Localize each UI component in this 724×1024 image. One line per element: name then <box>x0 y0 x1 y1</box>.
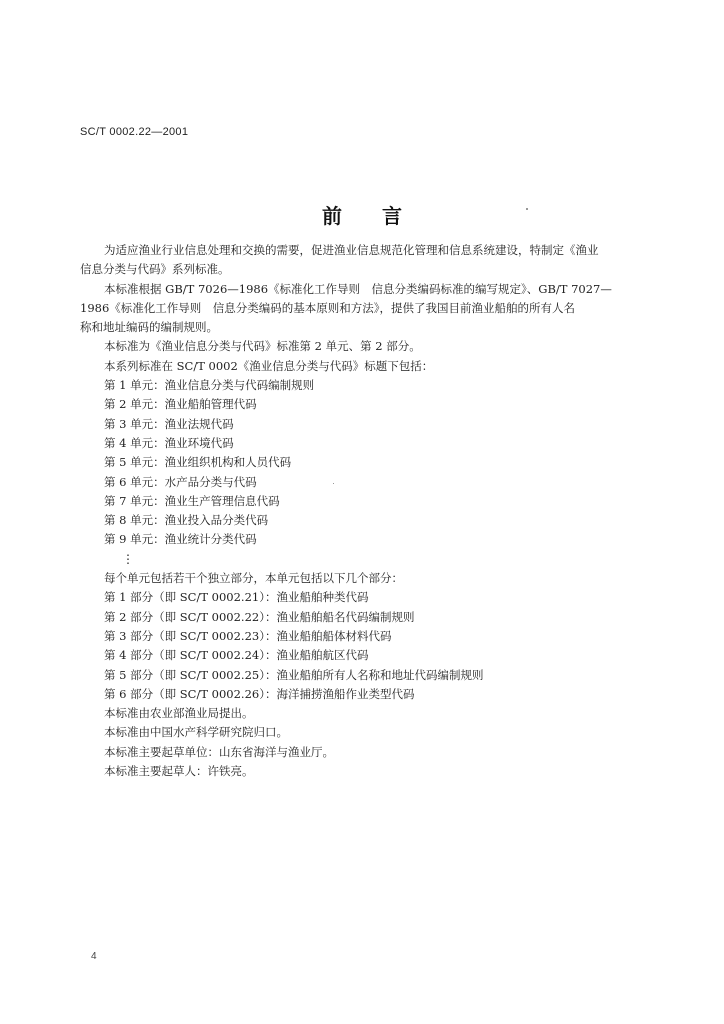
list-item: 第 4 单元：渔业环境代码 <box>104 435 234 450</box>
list-item: 第 3 部分（即 SC/T 0002.23）：渔业船舶船体材料代码 <box>104 628 392 643</box>
list-item: 第 3 单元：渔业法规代码 <box>104 416 234 431</box>
paragraph-line: 1986《标准化工作导则 信息分类编码的基本原则和方法》，提供了我国目前渔业船舶的所有人名 <box>80 300 576 315</box>
list-item: 第 2 部分（即 SC/T 0002.22）：渔业船舶船名代码编制规则 <box>104 609 415 624</box>
paragraph-line: 为适应渔业行业信息处理和交换的需要，促进渔业信息规范化管理和信息系统建设，特制定《渔业 <box>104 243 599 257</box>
paragraph-line: 本系列标准在 SC/T 0002《渔业信息分类与代码》标题下包括： <box>104 358 434 373</box>
list-item: 第 4 部分（即 SC/T 0002.24）：渔业船舶航区代码 <box>104 648 369 663</box>
list-item: 第 1 部分（即 SC/T 0002.21）：渔业船舶种类代码 <box>104 590 369 605</box>
paragraph-line: 本标准主要起草单位：山东省海洋与渔业厅。 <box>104 744 334 759</box>
paragraph-line: 本标准为《渔业信息分类与代码》标准第 2 单元、第 2 部分。 <box>104 339 421 354</box>
paragraph-line: 每个单元包括若干个独立部分，本单元包括以下几个部分： <box>104 571 403 586</box>
list-item: 第 5 单元：渔业组织机构和人员代码 <box>104 455 292 470</box>
list-item: 第 6 单元：水产品分类与代码 <box>104 474 257 489</box>
paragraph-line: 称和地址编码的编制规则。 <box>80 320 218 335</box>
list-item: 第 1 单元：渔业信息分类与代码编制规则 <box>104 378 315 393</box>
standard-code-header: SC/T 0002.22—2001 <box>80 126 189 138</box>
list-item: 第 5 部分（即 SC/T 0002.25）：渔业船舶所有人名称和地址代码编制规则 <box>104 667 484 682</box>
document-body <box>80 241 670 781</box>
page-number: 4 <box>91 951 97 962</box>
list-item: 第 9 单元：渔业统计分类代码 <box>104 532 257 547</box>
paragraph-line: 本标准根据 GB/T 7026—1986《标准化工作导则 信息分类编码标准的编写规定》、GB/T 7027— <box>104 281 612 296</box>
list-item: 第 2 单元：渔业船舶管理代码 <box>104 397 257 412</box>
page-title: 前言 <box>322 204 442 228</box>
paragraph-line: 本标准由中国水产科学研究院归口。 <box>104 725 288 740</box>
paragraph-line: 本标准由农业部渔业局提出。 <box>104 706 254 721</box>
list-item: 第 6 部分（即 SC/T 0002.26）：海洋捕捞渔船作业类型代码 <box>104 686 415 701</box>
vertical-ellipsis: ⋮ <box>122 551 134 566</box>
scan-speck <box>526 208 528 210</box>
paragraph-line: 信息分类与代码》系列标准。 <box>80 262 230 277</box>
list-item: 第 8 单元：渔业投入品分类代码 <box>104 513 269 528</box>
paragraph-line: 本标准主要起草人：许铁亮。 <box>104 764 254 779</box>
list-item: 第 7 单元：渔业生产管理信息代码 <box>104 493 280 508</box>
